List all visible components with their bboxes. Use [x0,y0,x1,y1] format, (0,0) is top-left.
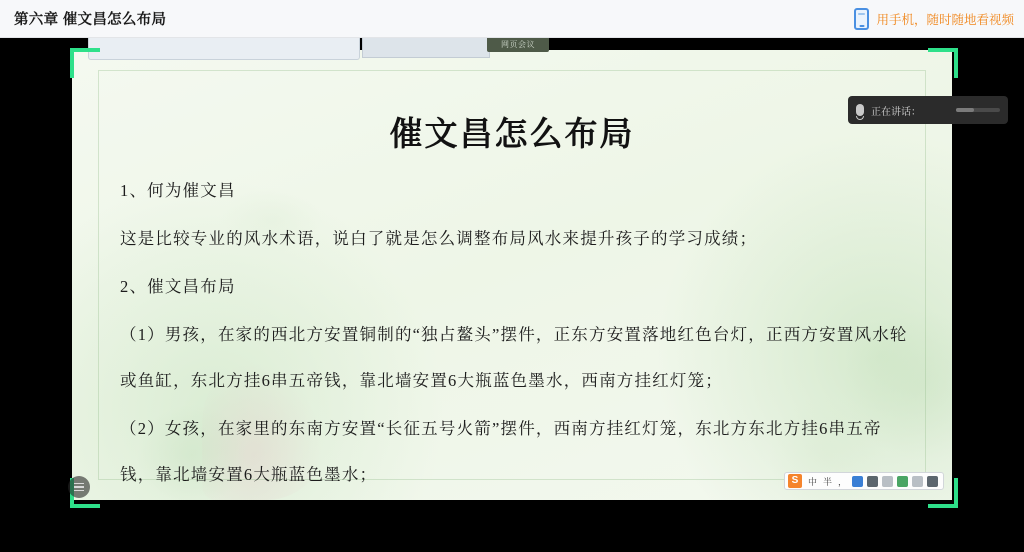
palette-icon[interactable] [897,476,908,487]
phone-icon [854,8,869,30]
emoji-icon[interactable] [912,476,923,487]
slide-paragraph: 1、何为催文昌 [120,181,236,200]
meeting-status-tag[interactable]: 网页会议 [487,38,549,52]
slide-paragraph: 这是比较专业的风水术语，说白了就是怎么调整布局风水来提升孩子的学习成绩； [120,229,758,248]
slide-paragraph: （2）女孩，在家里的东南方安置“长征五号火箭”摆件，西南方挂红灯笼，东北方东北方挂6串五帝钱，靠北墙安置6大瓶蓝色墨水； [120,419,882,484]
ime-logo-icon[interactable]: S [788,474,802,488]
background-window-titlebar[interactable] [88,38,360,60]
speaking-indicator[interactable] [848,96,1008,124]
ime-punctuation-toggle[interactable]: ， [837,476,847,487]
microphone-icon[interactable] [867,476,878,487]
toolbox-icon[interactable] [882,476,893,487]
slide-title: 催文昌怎么布局 [389,117,635,153]
top-bar [0,0,1024,38]
ime-mode-label[interactable]: 中 [807,476,817,487]
speaking-label: 正在讲话： [871,106,921,118]
menu-icon[interactable] [68,476,90,498]
topbar-right-group [854,0,1014,38]
video-stage[interactable] [0,38,1024,552]
ime-width-toggle[interactable]: 半 [822,476,832,487]
slide-paragraph: （1）男孩，在家的西北方安置铜制的“独占鳌头”摆件，正东方安置落地红色台灯，正西方安置风水轮或鱼缸，东北方挂6串五帝钱，靠北墙安置6大瓶蓝色墨水，西南方挂红灯笼； [120,325,908,390]
presentation-slide [72,50,952,500]
microphone-icon [856,104,864,116]
keyboard-icon[interactable] [852,476,863,487]
audio-level-bar [956,108,1000,112]
background-window-titlebar-secondary[interactable] [362,38,490,58]
mobile-hint-text: 用手机，随时随地看视频 [876,13,1014,27]
settings-icon[interactable] [927,476,938,487]
page-title: 第六章 催文昌怎么布局 [14,12,167,28]
menu-icon-bars [74,483,84,491]
share-corner-top-left [70,48,100,78]
slide-paragraph: 2、催文昌布局 [120,277,236,296]
slide-body [120,168,910,500]
share-corner-top-right [928,48,958,78]
input-method-toolbar[interactable] [784,472,944,490]
